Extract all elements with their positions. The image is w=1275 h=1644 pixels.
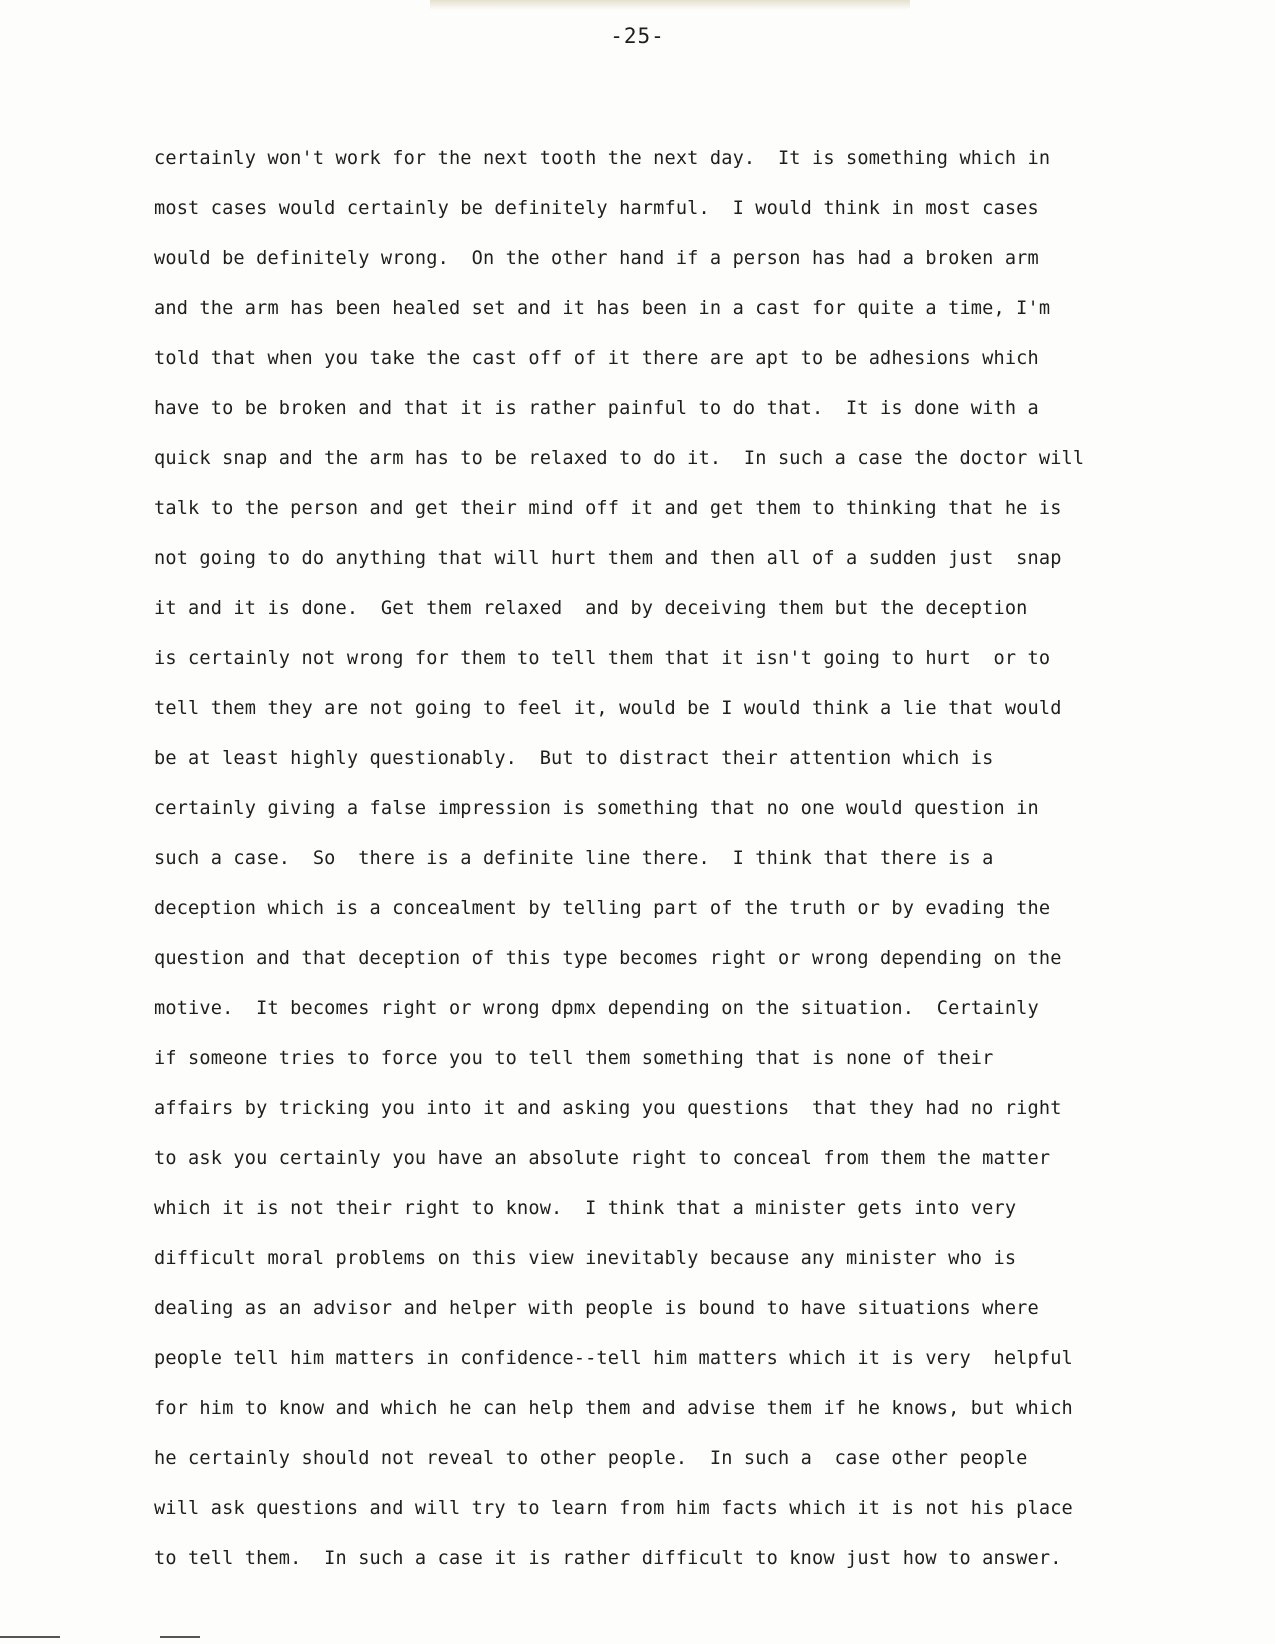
text-line: people tell him matters in confidence--tell him matters which it is very helpful (154, 1348, 1073, 1369)
text-line: is certainly not wrong for them to tell them that it isn't going to hurt or to (154, 648, 1051, 669)
text-line: told that when you take the cast off of it there are apt to be adhesions which (154, 348, 1039, 369)
text-line: will ask questions and will try to learn from him facts which it is not his place (154, 1498, 1073, 1519)
text-line: talk to the person and get their mind off it and get them to thinking that he is (154, 498, 1062, 519)
text-line: it and it is done. Get them relaxed and by deceiving them but the deception (154, 598, 1028, 619)
text-line: not going to do anything that will hurt them and then all of a sudden just snap (154, 548, 1062, 569)
scan-edge-mark (160, 1636, 200, 1638)
text-line: motive. It becomes right or wrong dpmx depending on the situation. Certainly (154, 998, 1039, 1019)
text-line: if someone tries to force you to tell them something that is none of their (154, 1048, 994, 1069)
text-line: which it is not their right to know. I think that a minister gets into very (154, 1198, 1017, 1219)
text-line: for him to know and which he can help them and advise them if he knows, but which (154, 1398, 1073, 1419)
text-line: be at least highly questionably. But to distract their attention which is (154, 748, 994, 769)
text-line: deception which is a concealment by telling part of the truth or by evading the (154, 898, 1051, 919)
text-line: quick snap and the arm has to be relaxed to do it. In such a case the doctor will (154, 448, 1085, 469)
text-line: difficult moral problems on this view inevitably because any minister who is (154, 1248, 1017, 1269)
body-text (154, 143, 1204, 1593)
text-line: affairs by tricking you into it and asking you questions that they had no right (154, 1098, 1062, 1119)
scan-edge-mark (0, 1636, 60, 1638)
text-line: to tell them. In such a case it is rather difficult to know just how to answer. (154, 1548, 1062, 1569)
text-line: he certainly should not reveal to other people. In such a case other people (154, 1448, 1028, 1469)
text-line: and the arm has been healed set and it has been in a cast for quite a time, I'm (154, 298, 1051, 319)
text-line: to ask you certainly you have an absolute right to conceal from them the matter (154, 1148, 1051, 1169)
text-line: have to be broken and that it is rather painful to do that. It is done with a (154, 398, 1039, 419)
text-line: would be definitely wrong. On the other hand if a person has had a broken arm (154, 248, 1039, 269)
text-line: tell them they are not going to feel it, would be I would think a lie that would (154, 698, 1062, 719)
scan-smudge (430, 0, 910, 10)
text-line: most cases would certainly be definitely harmful. I would think in most cases (154, 198, 1039, 219)
page-number: -25- (610, 24, 665, 48)
text-line: such a case. So there is a definite line there. I think that there is a (154, 848, 994, 869)
text-line: certainly giving a false impression is something that no one would question in (154, 798, 1039, 819)
text-line: certainly won't work for the next tooth the next day. It is something which in (154, 148, 1051, 169)
text-line: dealing as an advisor and helper with people is bound to have situations where (154, 1298, 1039, 1319)
text-line: question and that deception of this type becomes right or wrong depending on the (154, 948, 1062, 969)
